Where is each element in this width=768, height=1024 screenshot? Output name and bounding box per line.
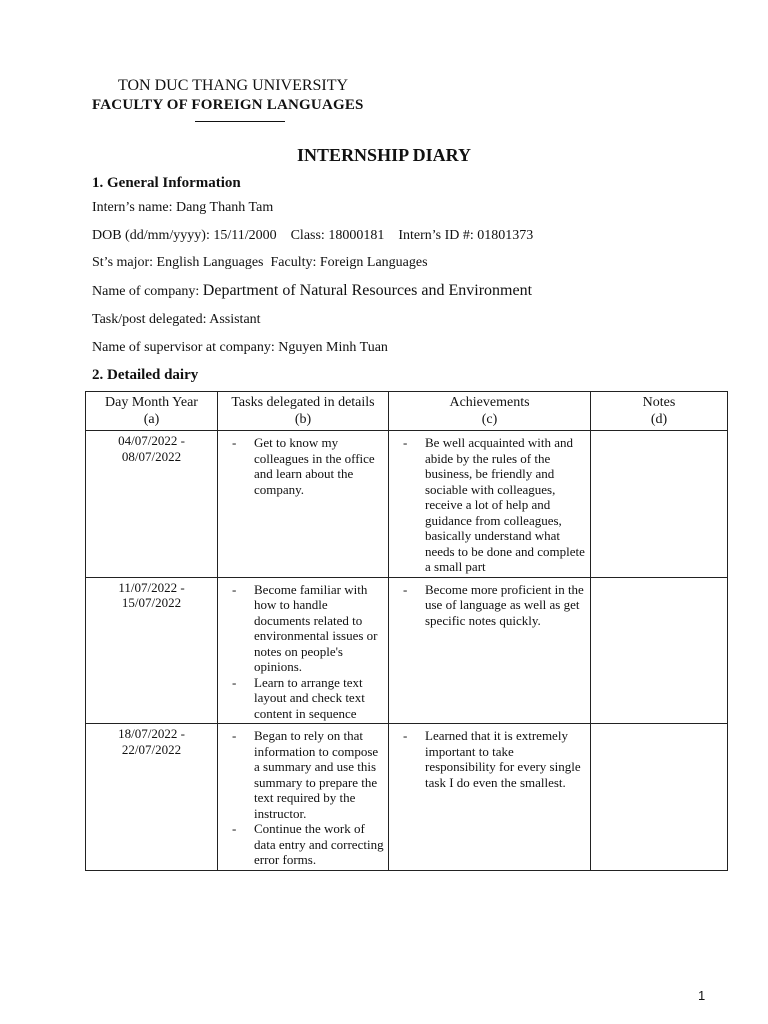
notes-cell	[591, 431, 728, 578]
column-header: Achievements (c)	[389, 392, 591, 431]
column-header: Tasks delegated in details (b)	[218, 392, 389, 431]
table-row	[86, 724, 728, 871]
diary-table	[85, 391, 728, 871]
detailed-diary-heading: 2. Detailed dairy	[92, 367, 199, 383]
list-item: - Be well acquainted with and abide by the rules of the business, be friendly and sociable with colleagues, receive a lot of help and guidance from colleagues, basically understand what needs to be done and complete a small part	[393, 435, 586, 575]
table-header-row	[86, 392, 728, 431]
date-cell: 11/07/2022 - 15/07/2022	[86, 577, 218, 724]
intern-id: Intern’s ID #: 01801373	[398, 228, 534, 243]
notes-cell	[591, 724, 728, 871]
date-cell: 04/07/2022 - 08/07/2022	[86, 431, 218, 578]
document-title: INTERNSHIP DIARY	[297, 145, 471, 165]
table-row	[86, 577, 728, 724]
supervisor: Name of supervisor at company: Nguyen Minh Tuan	[92, 340, 388, 355]
date-cell: 18/07/2022 - 22/07/2022	[86, 724, 218, 871]
column-header: Day Month Year (a)	[86, 392, 218, 431]
list-item: - Continue the work of data entry and correcting error forms.	[222, 821, 384, 868]
class: Class: 18000181	[290, 228, 385, 243]
company-line	[92, 282, 532, 300]
task-delegated: Task/post delegated: Assistant	[92, 312, 261, 327]
student-faculty: Faculty: Foreign Languages	[270, 255, 428, 270]
achievements-cell	[389, 431, 591, 578]
dob: DOB (dd/mm/yyyy): 15/11/2000	[92, 228, 277, 243]
achievements-cell	[389, 577, 591, 724]
tasks-cell	[218, 431, 389, 578]
page-number: 1	[698, 988, 706, 1003]
achievements-cell	[389, 724, 591, 871]
column-header: Notes (d)	[591, 392, 728, 431]
general-info-heading: 1. General Information	[92, 175, 241, 191]
tasks-cell	[218, 724, 389, 871]
faculty-name: FACULTY OF FOREIGN LANGUAGES	[92, 97, 364, 113]
major-faculty-line	[92, 255, 428, 271]
major: St’s major: English Languages	[92, 255, 264, 270]
company-label: Name of company:	[92, 284, 203, 299]
list-item: - Began to rely on that information to compose a summary and use this summary to prepare the text required by the instructor.	[222, 728, 384, 821]
company-value: Department of Natural Resources and Environment	[202, 282, 533, 299]
list-item: - Become familiar with how to handle documents related to environmental issues or notes on people's opinions.	[222, 582, 384, 675]
intern-name: Intern’s name: Dang Thanh Tam	[92, 200, 274, 215]
list-item: - Learn to arrange text layout and check text content in sequence	[222, 675, 384, 722]
tasks-cell	[218, 577, 389, 724]
header-divider	[195, 121, 285, 122]
list-item: - Learned that it is extremely important to take responsibility for every single task I do even the smallest.	[393, 728, 586, 790]
table-row	[86, 431, 728, 578]
university-name: TON DUC THANG UNIVERSITY	[118, 77, 349, 94]
list-item: - Become more proficient in the use of language as well as get specific notes quickly.	[393, 582, 586, 629]
notes-cell	[591, 577, 728, 724]
list-item: - Get to know my colleagues in the office and learn about the company.	[222, 435, 384, 497]
dob-class-id-line	[92, 228, 533, 244]
